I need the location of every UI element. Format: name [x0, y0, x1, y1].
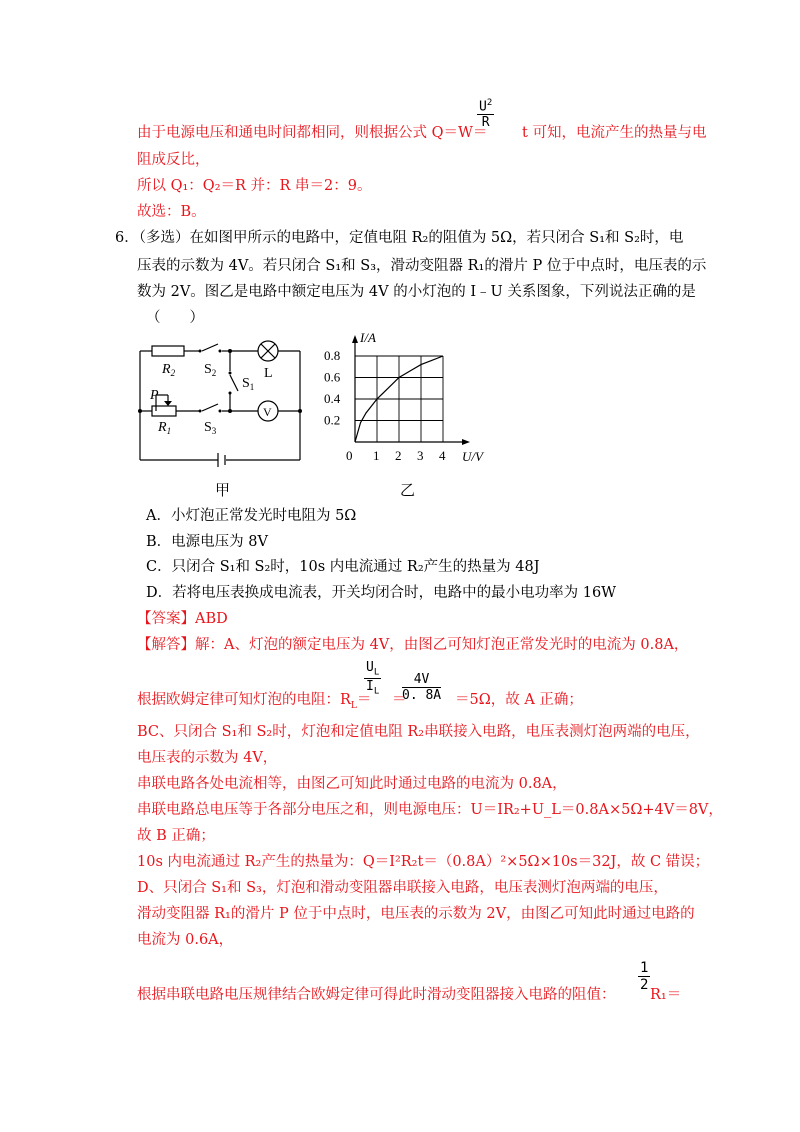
- ohm-line-start: 根据欧姆定律可知灯泡的电阻：R: [137, 692, 351, 708]
- label-p: P: [150, 388, 159, 403]
- label-s3: $S_3$: [204, 420, 217, 436]
- ohm-line-eq: ＝: [392, 692, 407, 708]
- origin-label: 0: [346, 448, 353, 463]
- caption-jia: 甲: [215, 481, 231, 499]
- resistor-r2: [152, 346, 184, 356]
- circuit-diagram: [130, 335, 310, 500]
- y-tick-label: 0.2: [324, 412, 341, 428]
- option-c: C．只闭合 S₁和 S₂时，10s 内电流通过 R₂产生的热量为 48J: [146, 559, 540, 575]
- label-s2: $S_2$: [204, 362, 217, 378]
- question-line-3: 数为 2V。图乙是电路中额定电压为 4V 的小灯泡的 I﹣U 关系图象，下列说法正确的是: [137, 284, 696, 300]
- switch-s1: [230, 375, 238, 391]
- analysis-last-end: R₁＝: [650, 987, 682, 1003]
- analysis-head-text: 解：A、灯泡的额定电压为 4V，由图乙可知灯泡正常发光时的电流为 0.8A，: [195, 637, 689, 653]
- analysis-d-2: 滑动变阻器 R₁的滑片 P 位于中点时，电压表的示数为 2V，由图乙可知此时通过电路的: [137, 906, 695, 922]
- option-d: D．若将电压表换成电流表，开关均闭合时，电路中的最小电功率为 16W: [146, 585, 617, 601]
- caption-yi: 乙: [400, 481, 416, 499]
- switch-s2: [202, 344, 218, 351]
- question-line-2: 压表的示数为 4V。若只闭合 S₁和 S₃，滑动变阻器 R₁的滑片 P 位于中点时，电压表的示: [137, 258, 707, 274]
- y-tick-label: 0.6: [324, 369, 341, 385]
- formula-line-end: t 可知，电流产生的热量与电: [517, 125, 707, 141]
- choice-line: 故选：B。: [137, 204, 206, 220]
- y-tick-label: 0.8: [324, 348, 341, 363]
- fraction-4v-over-08a: $\frac{4V}{0. 8A}$: [402, 672, 442, 703]
- formula-line-2: 阻成反比，: [137, 152, 210, 168]
- ohm-line-end: ＝5Ω，故 A 正确；: [455, 692, 583, 708]
- analysis-b-correct: 故 B 正确；: [137, 828, 215, 844]
- option-b: B．电源电压为 8V: [146, 534, 268, 550]
- formula-den: R: [477, 114, 494, 130]
- analysis-series-2: 串联电路总电压等于各部分电压之和，则电源电压：U＝IR₂+U_L＝0.8A×5Ω+4V＝8V，: [137, 802, 723, 818]
- analysis-heat: 10s 内电流通过 R₂产生的热量为：Q＝I²R₂t＝（0.8A）²×5Ω×10s＝32J，故 C 错误；: [137, 854, 710, 870]
- question-line-1: [115, 228, 683, 248]
- question-text-1: 在如图甲所示的电路中，定值电阻 R₂的阻值为 5Ω，若只闭合 S₁和 S₂时，电: [189, 230, 684, 246]
- question-number: 6．: [115, 230, 139, 246]
- analysis-d-3: 电流为 0.6A，: [137, 932, 234, 948]
- analysis-head: [137, 635, 688, 655]
- formula-num: U: [479, 99, 487, 115]
- analysis-series-1: 串联电路各处电流相等，由图乙可知此时通过电路的电流为 0.8A，: [137, 776, 567, 792]
- answer-blank: （ ）: [146, 310, 204, 326]
- formula-line-start: 由于电源电压和通电时间都相同，则根据公式 Q＝W＝: [137, 125, 488, 141]
- iu-graph: [320, 330, 495, 470]
- x-tick-label: 3: [417, 448, 424, 463]
- x-tick-label: 1: [373, 448, 380, 463]
- label-s1: $S_1$: [242, 376, 255, 392]
- analysis-bc-2: 电压表的示数为 4V，: [137, 750, 278, 766]
- analysis-tag: 【解答】: [137, 637, 195, 653]
- ohm-line: 根据欧姆定律可知灯泡的电阻：$R_L=$: [137, 692, 372, 711]
- question-tag: （多选）: [138, 230, 190, 246]
- label-voltmeter: V: [263, 405, 272, 419]
- x-tick-label: 4: [439, 448, 446, 463]
- y-tick-label: 0.4: [324, 391, 341, 406]
- label-r1: $R_1$: [158, 420, 172, 436]
- y-axis-label: I/A: [360, 330, 376, 345]
- formula-line: [137, 123, 706, 143]
- analysis-bc-1: BC、只闭合 S₁和 S₂时，灯泡和定值电阻 R₂串联接入电路，电压表测灯泡两端的电压，: [137, 724, 700, 740]
- x-axis-label: U/V: [462, 449, 483, 464]
- fraction-ul-over-il: $\frac{U_L}{I_L}$: [366, 660, 380, 697]
- x-tick-label: 2: [395, 448, 402, 463]
- label-r2: $R_2$: [162, 362, 176, 378]
- formula-num-sup: 2: [486, 98, 493, 108]
- option-a: A．小灯泡正常发光时电阻为 5Ω: [146, 508, 357, 524]
- switch-s3: [202, 404, 218, 411]
- fraction-half: $\frac{1}{2}$: [640, 960, 649, 993]
- answer-key: 【答案】ABD: [137, 611, 228, 627]
- analysis-last: 根据串联电路电压规律结合欧姆定律可得此时滑动变阻器接入电路的阻值：: [137, 987, 616, 1003]
- analysis-d-1: D、只闭合 S₁和 S₃，灯泡和滑动变阻器串联接入电路，电压表测灯泡两端的电压，: [137, 880, 668, 896]
- ratio-line: 所以 Q₁：Q₂＝R 并：R 串＝2：9。: [137, 178, 372, 194]
- label-lamp: L: [264, 366, 273, 381]
